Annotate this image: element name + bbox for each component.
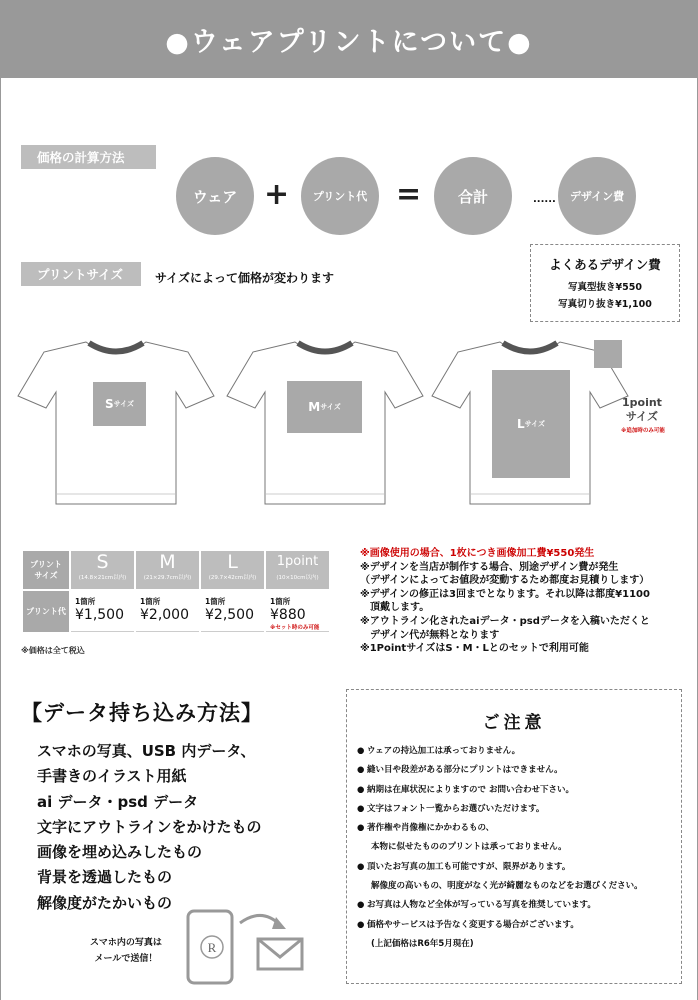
print-size-label: プリントサイズ (21, 262, 141, 286)
data-section-list (37, 739, 262, 916)
dim-m: (21×29.7cm以内) (143, 575, 192, 581)
row-header-size (23, 551, 69, 589)
print-area-s (93, 382, 146, 426)
list-item (357, 742, 681, 761)
col-header-l (201, 551, 264, 589)
list-item: スマホの写真、USB 内データ、 (37, 742, 256, 760)
note-line: ※1PointサイズはS・M・Lとのセットで利用可能 (360, 643, 589, 655)
print-area-1point (594, 340, 622, 368)
onepoint-note: ※追加時のみ可能 (621, 428, 665, 434)
note-1point: ※セット時のみ可能 (270, 625, 320, 631)
onepoint-label-line2: サイズ (625, 410, 659, 423)
table-row (23, 551, 329, 589)
list-item (357, 916, 681, 935)
tax-note: ※価格は全て税込 (21, 646, 85, 655)
print-area-m-suffix: サイズ (320, 403, 341, 411)
bullet-icon: ● (357, 746, 365, 756)
bullet-icon: ● (357, 900, 365, 911)
table-row (23, 591, 329, 632)
list-item: 手書きのイラスト用紙 (37, 767, 187, 786)
size-m: M (159, 551, 176, 573)
design-fee-line1: 写真型抜き¥550 (568, 282, 642, 293)
caution-text: ウェアの持込加工は承っておりません。 (367, 746, 521, 756)
price-cell-m (136, 591, 199, 632)
print-area-l-letter: L (516, 417, 525, 431)
print-area-l (492, 370, 570, 478)
note-line: デザイン代が無料となります (360, 629, 500, 641)
caution-text: お写真は人物など全体が写っている写真を推奨しています。 (367, 900, 596, 911)
print-area-s-suffix: サイズ (113, 400, 135, 408)
phone-logo-letter: R (207, 940, 217, 955)
caution-text: 頂いたお写真の加工も可能ですが、限界があります。 (367, 861, 571, 872)
phone-caption-line1: スマホ内の写真は (90, 938, 162, 948)
data-section-title: 【データ持ち込み方法】 (21, 701, 263, 725)
bullet-icon: ● (357, 784, 365, 795)
dim-s: (14.8×21cm以内) (78, 575, 127, 581)
col-header-m (136, 551, 199, 589)
print-area-m (287, 381, 362, 433)
size-l: L (227, 551, 238, 573)
note-line: ※画像使用の場合、1枚につき画像加工費¥550発生 (360, 548, 595, 559)
price-m: ¥2,000 (140, 607, 189, 623)
bullet-icon: ● (357, 919, 365, 930)
page-header (0, 0, 698, 78)
caution-text: 文字はフォント一覧からお選びいただけます。 (367, 803, 545, 814)
design-fee-box (530, 244, 680, 322)
print-area-s-letter: S (104, 397, 114, 411)
list-item: 画像を埋め込みしたもの (37, 843, 203, 862)
list-item: ai データ・psd データ (37, 792, 199, 811)
bullet-icon: ● (357, 861, 365, 872)
onepoint-label (622, 396, 662, 424)
col-header-s (71, 551, 134, 589)
dim-l: (29.7×42cm以内) (208, 575, 257, 581)
formula-total: 合計 (434, 157, 512, 235)
onepoint-label-line1: 1point (622, 396, 662, 409)
formula-wear: ウェア (176, 157, 254, 235)
caution-title: ご注意 (482, 713, 546, 733)
dim-1point: (10×10cm以内) (276, 575, 319, 581)
count-l: 1箇所 (205, 597, 226, 606)
note-line: ※アウトライン化されたaiデータ・psdデータを入稿いただくと (360, 615, 650, 627)
list-item (357, 877, 681, 896)
price-l: ¥2,500 (205, 607, 254, 623)
print-area-m-letter: M (308, 400, 321, 414)
bullet-icon: ● (357, 803, 365, 814)
phone-mail-illustration (180, 905, 310, 985)
list-item (357, 858, 681, 877)
note-line: 頂戴します。 (360, 602, 430, 614)
size-s: S (96, 551, 109, 573)
caution-text: 価格やサービスは予告なく変更する場合がございます。 (367, 919, 579, 930)
caution-text: 縫い目や段差がある部分にプリントはできません。 (367, 765, 563, 776)
caution-text: 納期は在庫状況によりますので お問い合わせ下さい。 (367, 784, 574, 795)
note-line: （デザインによってお値段が変動するため都度お見積りします） (360, 575, 650, 587)
row-header-size-line2: サイズ (34, 571, 58, 580)
bullet-icon: ● (357, 765, 365, 776)
formula-plus: + (264, 177, 290, 212)
caution-box (346, 689, 682, 984)
note-line: ※デザインの修正は3回までとなります。それ以降は都度¥1100 (360, 588, 650, 600)
formula-equals: = (396, 177, 422, 212)
count-m: 1箇所 (140, 597, 161, 606)
page-title: ●ウェアプリントについて● (165, 26, 533, 58)
price-cell-1point (266, 591, 329, 632)
list-item (357, 781, 681, 800)
list-item (357, 896, 681, 915)
print-size-note: サイズによって価格が変わります (155, 271, 335, 285)
pricing-label: 価格の計算方法 (21, 145, 156, 169)
count-1point: 1箇所 (270, 597, 291, 606)
phone-caption-line2: メールで送信！ (94, 954, 158, 964)
print-area-l-suffix: サイズ (524, 420, 546, 428)
price-table (21, 549, 331, 634)
caution-list (347, 742, 681, 954)
caution-text: 著作権や肖像権にかかわるもの、 (367, 823, 495, 834)
formula-dots: ...... (533, 194, 556, 205)
bullet-icon: ● (357, 823, 365, 834)
design-fee-line2: 写真切り抜き¥1,100 (558, 299, 652, 310)
formula-print-fee: プリント代 (301, 157, 379, 235)
price-cell-s (71, 591, 134, 632)
size-1point: 1point (276, 554, 319, 569)
note-line: ※デザインを当店が制作する場合、別途デザイン費が発生 (360, 561, 619, 573)
caution-text: 本物に似せたもののプリントは承っておりません。 (371, 842, 567, 853)
col-header-1point (266, 551, 329, 589)
price-cell-l (201, 591, 264, 632)
design-fee-title: よくあるデザイン費 (549, 257, 661, 272)
list-item (357, 819, 681, 838)
list-item: 文字にアウトラインをかけたもの (37, 817, 262, 836)
notes-block (360, 547, 650, 656)
phone-caption (90, 935, 162, 967)
row-header-size-line1: プリント (30, 560, 62, 569)
row-header-price: プリント代 (23, 591, 69, 632)
list-item (357, 761, 681, 780)
count-s: 1箇所 (75, 597, 96, 606)
list-item (357, 935, 681, 954)
list-item (357, 838, 681, 857)
list-item: 解像度がたかいもの (37, 893, 173, 912)
list-item: 背景を透過したもの (37, 868, 173, 887)
price-s: ¥1,500 (75, 607, 124, 623)
price-1point: ¥880 (270, 607, 306, 623)
formula-design-fee: デザイン費 (558, 157, 636, 235)
list-item (357, 800, 681, 819)
caution-text: 解像度の高いもの、明度がなく光が綺麗なものなどをお選びください。 (371, 881, 643, 892)
caution-text: (上記価格はR6年5月現在) (371, 938, 474, 949)
